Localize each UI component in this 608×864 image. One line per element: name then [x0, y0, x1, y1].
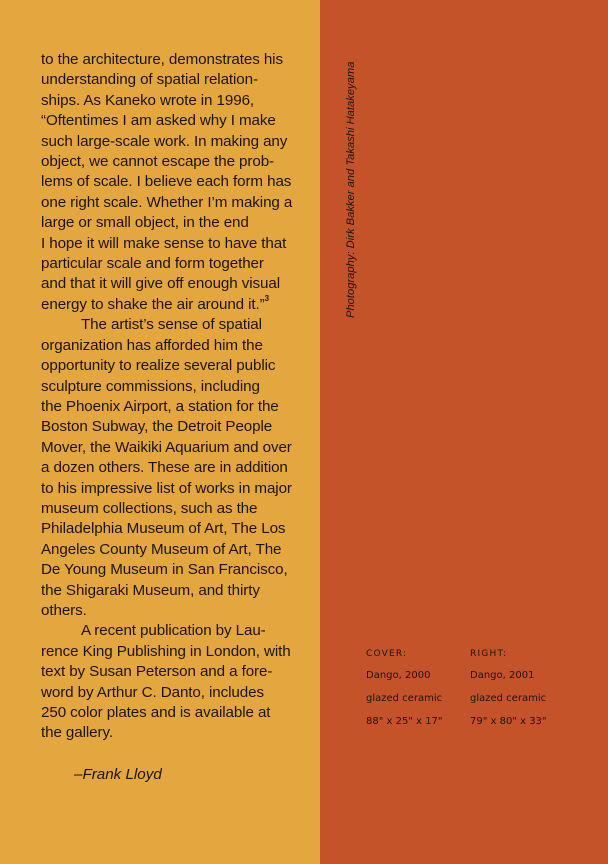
article-line: Boston Subway, the Detroit People — [41, 418, 273, 436]
article-line: rence King Publishing in London, with — [41, 642, 291, 660]
article-line: object, we cannot escape the prob- — [41, 153, 275, 171]
caption-material: glazed ceramic — [366, 693, 443, 704]
footnote-ref: 3 — [264, 293, 269, 303]
article-line: a dozen others. These are in addition — [41, 459, 288, 477]
article-line: word by Arthur C. Danto, includes — [41, 683, 264, 701]
article-line: others. — [41, 601, 87, 619]
article-line: “Oftentimes I am asked why I make — [41, 112, 276, 130]
photo-credit: Photography: Dirk Bakker and Takashi Hatakeyama — [345, 61, 357, 318]
article-line: the Shigaraki Museum, and thirty — [41, 581, 260, 599]
article-line: the Phoenix Airport, a station for the — [41, 397, 279, 415]
article-line-with-footnote — [41, 295, 311, 315]
caption-cover — [366, 649, 443, 739]
article-body — [41, 50, 311, 744]
article-line: Philadelphia Museum of Art, The Los — [41, 520, 286, 538]
article-line-text: energy to shake the air around it.” — [41, 295, 265, 313]
article-line: particular scale and form together — [41, 255, 264, 273]
article-line: 250 color plates and is available at — [41, 704, 271, 721]
article-line: understanding of spatial relation- — [41, 71, 258, 89]
article-line: The artist’s sense of spatial — [81, 316, 262, 334]
article-line: museum collections, such as the — [41, 499, 258, 517]
author-signature: –Frank Lloyd — [74, 766, 162, 783]
article-line: the gallery. — [41, 724, 113, 742]
article-line: sculpture commissions, including — [41, 377, 260, 395]
article-line: opportunity to realize several public — [41, 357, 276, 375]
article-line: one right scale. Whether I’m making a — [41, 193, 293, 211]
caption-title: Dango, 2001 — [470, 670, 535, 681]
article-line: organization has afforded him the — [41, 336, 263, 354]
caption-dimensions: 88" x 25" x 17" — [366, 716, 443, 727]
article-line: lems of scale. I believe each form has — [41, 173, 292, 191]
caption-title: Dango, 2000 — [366, 670, 431, 681]
article-line: Angeles County Museum of Art, The — [41, 540, 282, 558]
article-line: to his impressive list of works in major — [41, 479, 292, 497]
article-line: De Young Museum in San Francisco, — [41, 561, 288, 579]
article-line: to the architecture, demonstrates his — [41, 51, 283, 68]
right-panel — [320, 0, 608, 864]
article-line: such large-scale work. In making any — [41, 132, 288, 150]
caption-dimensions: 79" x 80" x 33" — [470, 716, 547, 727]
caption-heading: RIGHT: — [470, 649, 508, 659]
article-line: A recent publication by Lau- — [81, 622, 266, 640]
article-line: I hope it will make sense to have that — [41, 234, 287, 252]
caption-right — [470, 649, 547, 739]
caption-material: glazed ceramic — [470, 693, 547, 704]
article-line: large or small object, in the end — [41, 214, 249, 232]
article-line: Mover, the Waikiki Aquarium and over — [41, 438, 292, 456]
article-line: and that it will give off enough visual — [41, 275, 280, 293]
article-line: ships. As Kaneko wrote in 1996, — [41, 91, 255, 109]
article-line: text by Susan Peterson and a fore- — [41, 663, 273, 681]
caption-heading: COVER: — [366, 649, 408, 659]
